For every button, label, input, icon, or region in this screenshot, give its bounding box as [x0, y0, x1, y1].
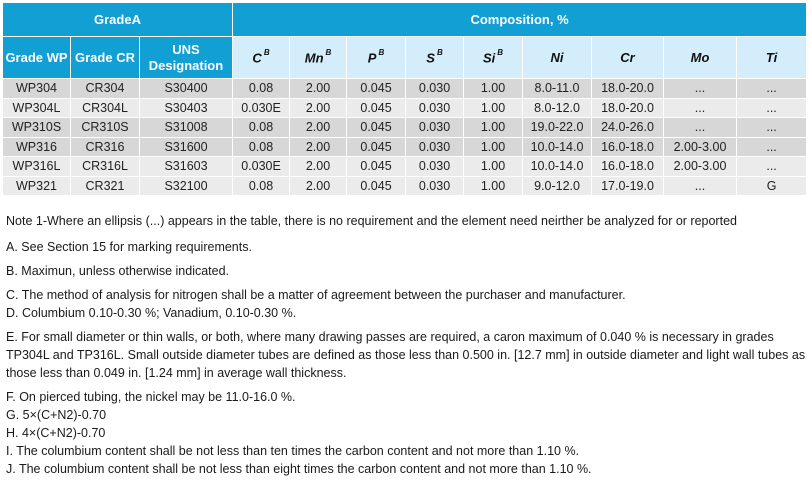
cell-s: 0.030 [406, 98, 464, 118]
footnote-d: D. Columbium 0.10-0.30 %; Vanadium, 0.10-0.30 %. [6, 306, 297, 320]
col-header-cr: Cr [592, 37, 664, 79]
cell-ti: ... [737, 118, 807, 138]
cell-p: 0.045 [347, 157, 406, 177]
uns-header-line2: Designation [148, 57, 224, 73]
symbol: Si [482, 50, 496, 66]
footnotes [6, 212, 806, 478]
cell-mn: 2.00 [290, 157, 347, 177]
grade-group-header: GradeA [3, 3, 233, 37]
cell-uns: S31603 [140, 157, 233, 177]
footnote-j: J. The columbium content shall be not less than eight times the carbon content and not more than 1.10 %. [6, 462, 592, 476]
cell-mo: ... [664, 118, 737, 138]
cell-grade-cr: CR321 [71, 176, 140, 196]
cell-mo: ... [664, 79, 737, 99]
cell-grade-wp: WP316L [3, 157, 71, 177]
footnote-c: C. The method of analysis for nitrogen shall be a matter of agreement between the purchaser and manufacturer. [6, 288, 626, 302]
footnote-b: B. Maximun, unless otherwise indicated. [6, 264, 230, 278]
cell-ni: 10.0-14.0 [523, 137, 592, 157]
cell-si: 1.00 [464, 176, 523, 196]
cell-s: 0.030 [406, 137, 464, 157]
table-row [3, 98, 807, 118]
col-header-mo: Mo [664, 37, 737, 79]
cell-grade-cr: CR310S [71, 118, 140, 138]
col-header-mn [290, 37, 347, 79]
cell-s: 0.030 [406, 118, 464, 138]
cell-grade-wp: WP321 [3, 176, 71, 196]
cell-c: 0.08 [233, 137, 290, 157]
col-header-p [347, 37, 406, 79]
cell-uns: S32100 [140, 176, 233, 196]
col-header-grade-wp: Grade WP [3, 37, 71, 79]
cell-ti: ... [737, 137, 807, 157]
col-header-ti: Ti [737, 37, 807, 79]
cell-uns: S30403 [140, 98, 233, 118]
cell-c: 0.08 [233, 176, 290, 196]
cell-ni: 9.0-12.0 [523, 176, 592, 196]
cell-si: 1.00 [464, 98, 523, 118]
table-row [3, 118, 807, 138]
cell-si: 1.00 [464, 157, 523, 177]
cell-ni: 8.0-12.0 [523, 98, 592, 118]
cell-mo: ... [664, 98, 737, 118]
cell-p: 0.045 [347, 118, 406, 138]
symbol: P [367, 50, 377, 66]
cell-grade-cr: CR304 [71, 79, 140, 99]
cell-grade-wp: WP316 [3, 137, 71, 157]
col-header-c [233, 37, 290, 79]
footnote-g: G. 5×(C+N2)-0.70 [6, 408, 107, 422]
cell-uns: S31008 [140, 118, 233, 138]
cell-p: 0.045 [347, 176, 406, 196]
symbol: C [252, 50, 262, 66]
cell-c: 0.030E [233, 157, 290, 177]
cell-s: 0.030 [406, 176, 464, 196]
cell-ti: ... [737, 98, 807, 118]
cell-mo: 2.00-3.00 [664, 157, 737, 177]
cell-uns: S30400 [140, 79, 233, 99]
footnote-e: E. For small diameter or thin walls, or both, where many drawing passes are required, a caron maximum of 0.040 % is necessary in grades TP304L and TP316L. Small outside diameter tubes are defined as those less than 0.500 in. [12.7 mm] in outside diameter and light wall tubes as those less than 0.049 in. [1.24 mm] in average wall thickness. [6, 330, 806, 380]
table-row [3, 79, 807, 99]
cell-si: 1.00 [464, 137, 523, 157]
col-header-si [464, 37, 523, 79]
footnote-ref: B [263, 47, 270, 57]
cell-ti: ... [737, 157, 807, 177]
cell-p: 0.045 [347, 137, 406, 157]
composition-group-header: Composition, % [233, 3, 807, 37]
table-row [3, 137, 807, 157]
cell-ti: ... [737, 79, 807, 99]
cell-mo: ... [664, 176, 737, 196]
col-header-s [406, 37, 464, 79]
cell-mn: 2.00 [290, 137, 347, 157]
footnote-ref: B [497, 47, 504, 57]
cell-grade-wp: WP310S [3, 118, 71, 138]
footnote-a: A. See Section 15 for marking requirements. [6, 240, 252, 254]
cell-c: 0.030E [233, 98, 290, 118]
cell-ti: G [737, 176, 807, 196]
cell-cr: 18.0-20.0 [592, 79, 664, 99]
uns-header-line1: UNS [172, 41, 200, 57]
col-header-ni: Ni [523, 37, 592, 79]
footnote-f: F. On pierced tubing, the nickel may be 11.0-16.0 %. [6, 390, 296, 404]
cell-grade-wp: WP304 [3, 79, 71, 99]
cell-si: 1.00 [464, 79, 523, 99]
cell-grade-cr: CR304L [71, 98, 140, 118]
table-row [3, 157, 807, 177]
column-header-row [3, 37, 807, 79]
symbol: Mn [304, 50, 324, 66]
footnote-ref: B [436, 47, 443, 57]
cell-c: 0.08 [233, 79, 290, 99]
cell-mn: 2.00 [290, 118, 347, 138]
cell-p: 0.045 [347, 79, 406, 99]
cell-uns: S31600 [140, 137, 233, 157]
group-header-row [3, 3, 807, 37]
col-header-grade-cr: Grade CR [71, 37, 140, 79]
cell-mo: 2.00-3.00 [664, 137, 737, 157]
cell-grade-cr: CR316 [71, 137, 140, 157]
cell-grade-wp: WP304L [3, 98, 71, 118]
cell-cr: 17.0-19.0 [592, 176, 664, 196]
cell-cr: 16.0-18.0 [592, 157, 664, 177]
cell-cr: 24.0-26.0 [592, 118, 664, 138]
table-row [3, 176, 807, 196]
cell-p: 0.045 [347, 98, 406, 118]
cell-si: 1.00 [464, 118, 523, 138]
cell-ni: 19.0-22.0 [523, 118, 592, 138]
footnote-i: I. The columbium content shall be not less than ten times the carbon content and not more than 1.10 %. [6, 444, 580, 458]
symbol: S [426, 50, 435, 66]
footnote-ref: B [325, 47, 332, 57]
note-1: Note 1-Where an ellipsis (...) appears in the table, there is no requirement and the element need neirther be analyzed for or reported [6, 214, 737, 228]
cell-cr: 16.0-18.0 [592, 137, 664, 157]
col-header-uns [140, 37, 233, 79]
cell-ni: 8.0-11.0 [523, 79, 592, 99]
cell-mn: 2.00 [290, 98, 347, 118]
cell-ni: 10.0-14.0 [523, 157, 592, 177]
cell-s: 0.030 [406, 157, 464, 177]
cell-cr: 18.0-20.0 [592, 98, 664, 118]
cell-s: 0.030 [406, 79, 464, 99]
cell-c: 0.08 [233, 118, 290, 138]
cell-mn: 2.00 [290, 79, 347, 99]
footnote-ref: B [378, 47, 385, 57]
footnote-h: H. 4×(C+N2)-0.70 [6, 426, 106, 440]
cell-mn: 2.00 [290, 176, 347, 196]
composition-table [2, 2, 807, 196]
cell-grade-cr: CR316L [71, 157, 140, 177]
